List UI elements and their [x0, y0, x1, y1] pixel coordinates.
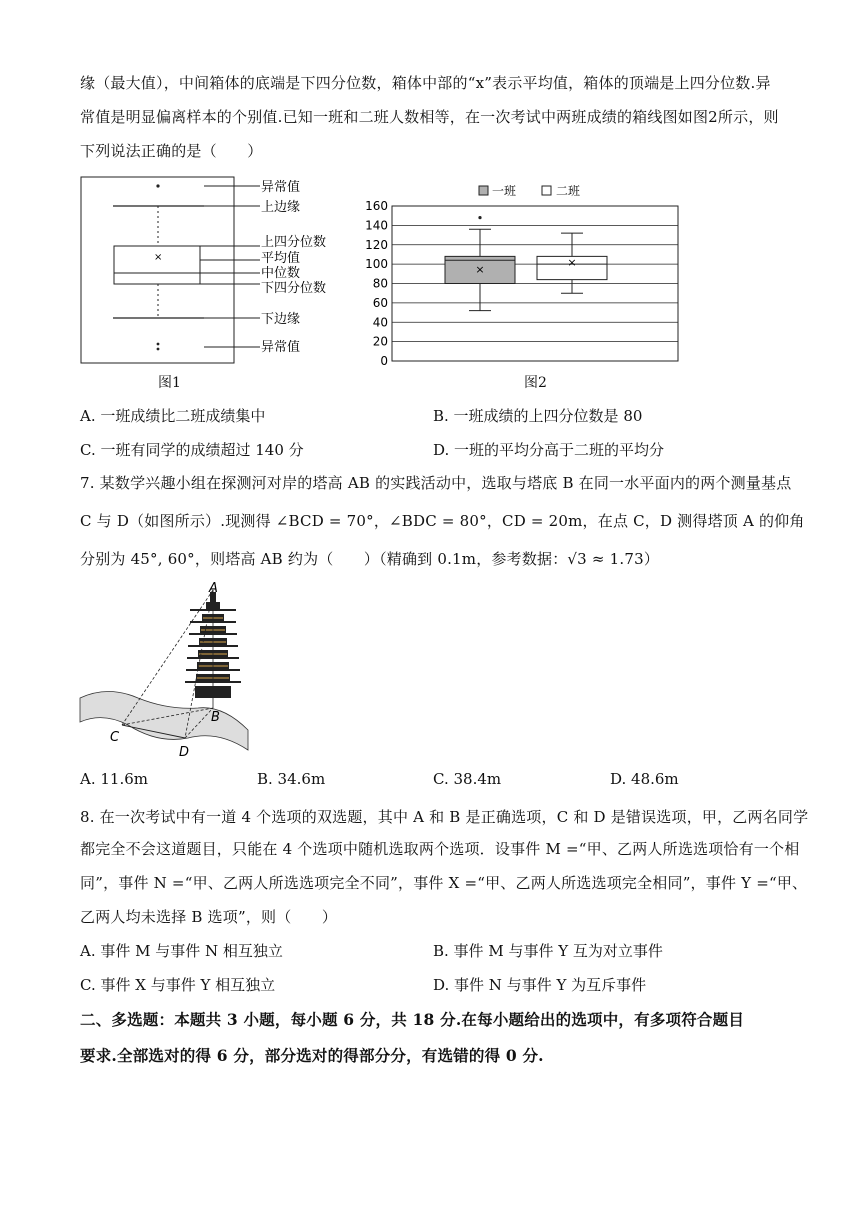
y-tick-label: 160 — [365, 199, 388, 213]
y-tick-label: 120 — [365, 237, 388, 252]
box-series-2 — [537, 233, 607, 293]
label-point-a: A — [209, 581, 218, 596]
q7-line-2: C 与 D（如图所示）.现测得 ∠BCD = 70°，∠BDC = 80°，CD = 20m，在点 C，D 测得塔顶 A 的仰角 — [80, 512, 805, 530]
svg-text:×: × — [154, 252, 163, 263]
fig1-label-upper-edge: 上边缘 — [261, 200, 301, 215]
section2-heading-line-1: 二、多选题：本题共 3 小题，每小题 6 分，共 18 分.在每小题给出的选项中，有多项符合题目 — [80, 1010, 745, 1029]
fig1-label-mean: 平均值 — [261, 251, 301, 266]
q8-option-c: C. 事件 X 与事件 Y 相互独立 — [80, 976, 276, 994]
y-tick-label: 60 — [372, 295, 388, 310]
q8-option-d: D. 事件 N 与事件 Y 为互斥事件 — [433, 976, 647, 994]
q7-option-b: B. 34.6m — [257, 770, 326, 788]
q7-line-3: 分别为 45°, 60°，则塔高 AB 约为（ ）（精确到 0.1m，参考数据：√3 ≈ 1.73） — [80, 550, 660, 568]
box-series-1 — [445, 216, 515, 311]
legend-class1: 一班 — [492, 184, 517, 198]
fig1-label-q1: 下四分位数 — [261, 281, 327, 296]
q8-line-2: 都完全不会这道题目，只能在 4 个选项中随机选取两个选项．设事件 M =“甲、乙两人所选选项恰有一个相 — [80, 840, 800, 858]
y-tick-label: 40 — [372, 315, 388, 330]
q7-option-a: A. 11.6m — [80, 770, 148, 788]
figure-1 — [80, 176, 350, 366]
q8-option-a: A. 事件 M 与事件 N 相互独立 — [80, 942, 283, 960]
fig1-caption: 图1 — [158, 375, 181, 391]
q8-line-3: 同”，事件 N =“甲、乙两人所选选项完全不同”，事件 X =“甲、乙两人所选选项完全相同”，事件 Y =“甲、 — [80, 874, 808, 892]
legend-swatch-class1 — [479, 186, 488, 195]
fig2-caption: 图2 — [524, 375, 547, 391]
fig1-label-lower-edge: 下边缘 — [261, 312, 301, 327]
figure-2-chart — [350, 178, 690, 370]
intro-line-2: 常值是明显偏离样本的个别值.已知一班和二班人数相等，在一次考试中两班成绩的箱线图如图2所示，则 — [80, 108, 779, 126]
q8-line-1: 8. 在一次考试中有一道 4 个选项的双选题，其中 A 和 B 是正确选项，C 和 D 是错误选项，甲，乙两名同学 — [80, 808, 809, 826]
q6-option-b: B. 一班成绩的上四分位数是 80 — [433, 407, 643, 425]
q8-option-b: B. 事件 M 与事件 Y 互为对立事件 — [433, 942, 663, 960]
q7-option-c: C. 38.4m — [433, 770, 502, 788]
fig1-label-median: 中位数 — [261, 266, 301, 281]
y-tick-label: 20 — [372, 334, 388, 349]
fig1-outlier-top — [156, 184, 159, 187]
q6-option-d: D. 一班的平均分高于二班的平均分 — [433, 441, 665, 459]
mean-marker: × — [475, 262, 485, 276]
intro-line-1: 缘（最大值），中间箱体的底端是下四分位数，箱体中部的“x”表示平均值，箱体的顶端是上四分位数.异 — [80, 74, 771, 92]
intro-line-3: 下列说法正确的是（ ） — [80, 142, 263, 160]
legend-swatch-class2 — [542, 186, 551, 195]
y-tick-label: 0 — [380, 354, 388, 368]
label-point-b: B — [211, 710, 220, 725]
legend-class2: 二班 — [556, 184, 581, 198]
section2-heading-line-2: 要求.全部选对的得 6 分，部分选对的得部分分，有选错的得 0 分. — [80, 1046, 544, 1065]
y-tick-label: 140 — [365, 218, 388, 233]
fig1-label-q3: 上四分位数 — [261, 235, 327, 250]
q8-line-4: 乙两人均未选择 B 选项”，则（ ） — [80, 908, 338, 926]
q6-option-c: C. 一班有同学的成绩超过 140 分 — [80, 441, 304, 459]
fig1-label-outlier-bottom: 异常值 — [261, 340, 301, 355]
label-point-d: D — [179, 745, 190, 760]
fig1-label-outlier-top: 异常值 — [261, 180, 301, 195]
label-point-c: C — [110, 730, 120, 745]
q7-pagoda-figure — [78, 580, 258, 765]
mean-marker: × — [567, 256, 577, 270]
y-tick-label: 100 — [365, 257, 388, 272]
q7-line-1: 7. 某数学兴趣小组在探测河对岸的塔高 AB 的实践活动中，选取与塔底 B 在同一水平面内的两个测量基点 — [80, 474, 792, 492]
outlier-point — [478, 216, 481, 219]
q6-option-a: A. 一班成绩比二班成绩集中 — [80, 407, 266, 425]
y-tick-label: 80 — [372, 276, 388, 291]
q7-option-d: D. 48.6m — [610, 770, 679, 788]
